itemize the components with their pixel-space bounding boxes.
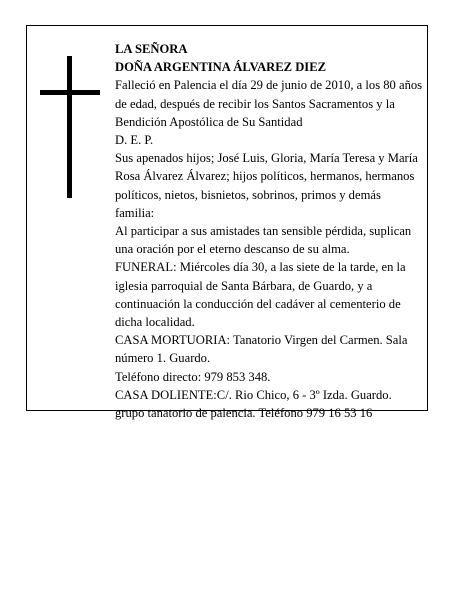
family-home-address: CASA DOLIENTE:C/. Rio Chico, 6 - 3º Izda. Guardo. <box>115 387 392 402</box>
funeral-details: FUNERAL: Miércoles día 30, a las siete de la tarde, en la iglesia parroquial de Santa Bárbara, de Guardo, y a continuación la conducción del cadáver al cementerio de dicha localidad. <box>115 260 406 330</box>
mortuary-address: CASA MORTUORIA: Tanatorio Virgen del Carmen. Sala número 1. Guardo. <box>115 333 408 366</box>
obituary-notice <box>26 25 428 421</box>
death-announcement: Falleció en Palencia el día 29 de junio de 2010, a los 80 años de edad, después de recibir los Santos Sacramentos y la Bendición Apostólica de Su Santidad <box>115 78 423 129</box>
rip-abbreviation: D. E. P. <box>115 133 154 148</box>
notice-text <box>115 40 423 422</box>
deceased-name: DOÑA ARGENTINA ÁLVAREZ DIEZ <box>115 60 327 75</box>
mortuary-phone: Teléfono directo: 979 853 348. <box>115 369 271 384</box>
notice-heading-title: LA SEÑORA <box>115 42 188 56</box>
prayer-request: Al participar a sus amistades tan sensible pérdida, suplican una oración por el eterno descanso de su alma. <box>115 224 412 257</box>
funeral-home-contact: grupo tanatorio de palencia. Teléfono 979 16 53 16 <box>115 406 373 421</box>
cross-icon <box>40 56 100 198</box>
family-members: Sus apenados hijos; José Luis, Gloria, María Teresa y María Rosa Álvarez Álvarez; hijos políticos, hermanos, hermanos políticos, nietos, bisnietos, sobrinos, primos y demás familia: <box>115 151 418 220</box>
cross-horizontal-bar <box>40 90 100 95</box>
cross-vertical-bar <box>67 56 72 198</box>
